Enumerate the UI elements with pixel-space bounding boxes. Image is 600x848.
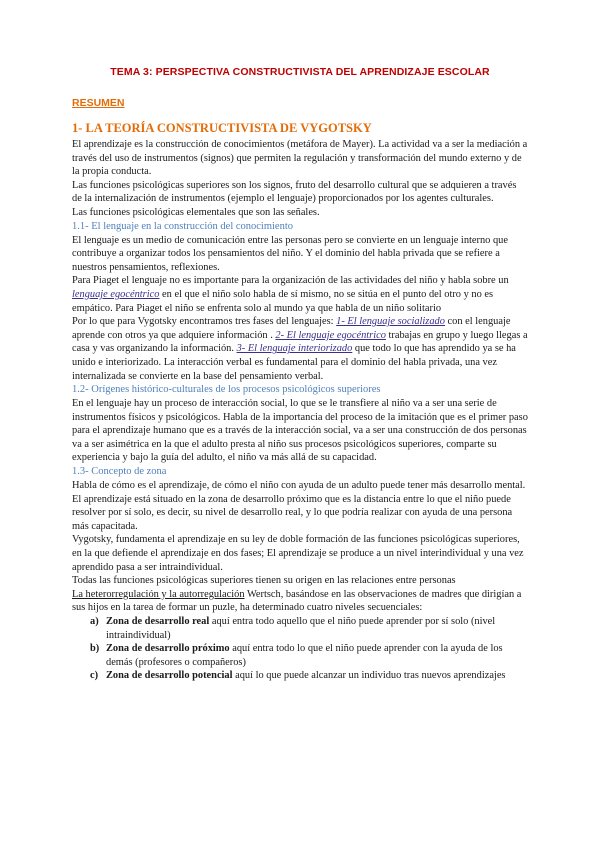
term-lenguaje-interiorizado: 3- El lenguaje interiorizado (236, 343, 353, 355)
list-item-label: c) (90, 670, 99, 682)
list-item-term: Zona de desarrollo potencial (106, 670, 233, 682)
list-item-label: a) (90, 616, 99, 627)
subsection-1-3-paragraph-3: Todas las funciones psicológicas superiores tienen su origen en las relaciones entre personas (72, 575, 456, 587)
list-item: c) Zona de desarrollo potencial aquí lo que puede alcanzar un individuo tras nuevos aprendizajes (90, 670, 506, 682)
section-1-paragraph-2: Las funciones psicológicas superiores son los signos, fruto del desarrollo cultural que se adquieren a través de la internalización de instrumentos (ejemplo el lenguaje) proporcionados por los agentes culturales. (72, 179, 517, 205)
subsection-1-2-paragraph-1: En el lenguaje hay un proceso de interacción social, lo que se le transfiere al niño va a ser una serie de instrumentos físicos y psicológicos. Habla de la importancia del proceso de la imitación que es el primer paso para el aprendizaje humano que es a través de la interacción social, va a ser una construcción de dos personas va a ser asimétrica en la que el adulto presta al niño sus procesos psicológicos superiores, comparte su experiencia y bajo la guía del adulto, el niño va más allá de su capacidad. (72, 398, 528, 464)
subsection-1-3-heading: 1.3- Concepto de zona (72, 466, 167, 478)
list-item: a) Zona de desarrollo real aquí entra todo aquello que el niño puede aprender por sí solo (nivel intraindividual) (90, 616, 496, 641)
section-1-paragraph-3: Las funciones psicológicas elementales que son las señales. (72, 206, 320, 218)
list-item-label: b) (90, 643, 100, 655)
resumen-heading: RESUMEN (72, 97, 125, 109)
list-item-term: Zona de desarrollo próximo (106, 643, 230, 655)
subsection-1-1-paragraph-3: Por lo que para Vygotsky encontramos tres fases del lenguajes: 1- El lenguaje socializado con el lenguaje aprende con otros ya que adquiere información . 2- El lenguaje egocéntrico trabajas en grupo y luego llegas a casa y vas organizando la información. 3- El lenguaje interiorizado que todo lo que has aprendido ya se ha unido e interiorizado. La interacción verbal es fundamental para el dominio del habla privada, una vez internalizada se convierte en la base del pensamiento verbal. (72, 316, 528, 382)
subsection-1-1-paragraph-1: El lenguaje es un medio de comunicación entre las personas pero se convierte en un lenguaje interno que contribuye a organizar todos los pensamientos del niño. Y el dominio del habla privada que se refiere a nuestros pensamientos, reflexiones. (72, 234, 508, 273)
document-title: TEMA 3: PERSPECTIVA CONSTRUCTIVISTA DEL APRENDIZAJE ESCOLAR (110, 66, 490, 78)
list-item: b) Zona de desarrollo próximo aquí entra todo lo que el niño puede aprender con la ayuda de los demás (profesores o compañeros) (90, 643, 503, 668)
zones-list (72, 615, 528, 683)
subsection-1-3-paragraph-4: La heterorregulación y la autorregulación Wertsch, basándose en las observaciones de madres que dirigían a sus hijos en la tarea de formar un puzle, ha determinado cuatro niveles secuenciales: (72, 588, 522, 614)
subsection-1-1-paragraph-2: Para Piaget el lenguaje no es importante para la organización de las actividades del niño y habla sobre un lenguaje egocéntrico en el que el niño solo habla de sí mismo, no se sitúa en el punto del otro y no es empático. Para Piaget el niño se enfrenta solo al mundo ya que habla de un niño solitario (72, 275, 509, 314)
section-1-heading: 1- LA TEORÍA CONSTRUCTIVISTA DE VYGOTSKY (72, 121, 372, 135)
subsection-1-3-paragraph-2: Vygotsky, fundamenta el aprendizaje en su ley de doble formación de las funciones psicológicas superiores, en la que defiende el aprendizaje en dos fases; El aprendizaje se produce a un nivel interindividual y una vez aprendido pasa a ser intraindividual. (72, 534, 524, 573)
term-lenguaje-egocentrico-2: 2- El lenguaje egocéntrico (275, 329, 386, 341)
term-lenguaje-socializado: 1- El lenguaje socializado (336, 316, 445, 328)
subsection-1-3-paragraph-1: Habla de cómo es el aprendizaje, de cómo el niño con ayuda de un adulto puede tener más desarrollo mental. El aprendizaje está situado en la zona de desarrollo próximo que es la distancia entre lo que el niño puede resolver por sí solo, es decir, su nivel de desarrollo real, y lo que podría realizar con ayuda de una persona más capacitada. (72, 480, 526, 532)
list-item-term: Zona de desarrollo real (106, 616, 210, 627)
section-1-paragraph-1: El aprendizaje es la construcción de conocimientos (metáfora de Mayer). La actividad va a ser la mediación a través del uso de instrumentos (signos) que permiten la regulación y transformación del mundo externo y de la propia conducta. (72, 139, 528, 178)
subsection-1-2-heading: 1.2- Orígenes histórico-culturales de los procesos psicológicos superiores (72, 384, 381, 396)
term-lenguaje-egocentrico: lenguaje egocéntrico (72, 288, 160, 300)
heterorregulacion-term: La heterorregulación y la autorregulación (72, 588, 245, 600)
subsection-1-1-heading: 1.1- El lenguaje en la construcción del conocimiento (72, 220, 294, 232)
document-page (72, 66, 528, 683)
